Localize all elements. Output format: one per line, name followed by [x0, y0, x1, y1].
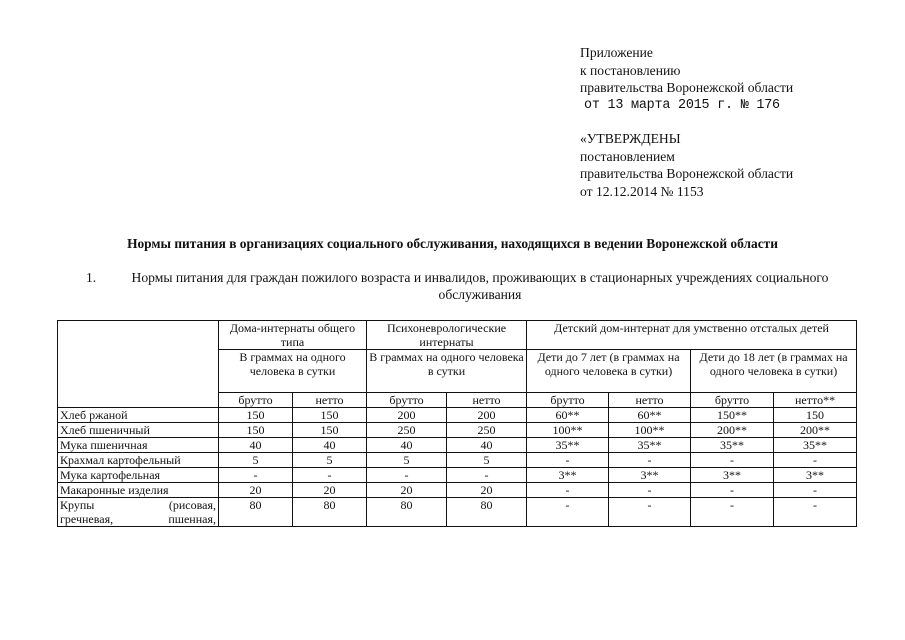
table-cell: 100**	[527, 423, 609, 438]
table-cell: 3**	[691, 468, 774, 483]
column-label: брутто	[367, 393, 447, 408]
column-label: брутто	[219, 393, 293, 408]
product-name: Крахмал картофельный	[58, 453, 219, 468]
table-row	[58, 483, 857, 498]
table-cell: -	[609, 483, 691, 498]
product-name: Мука картофельная	[58, 468, 219, 483]
sub-header: В граммах на одного человека в сутки	[367, 350, 527, 393]
table-cell: 40	[219, 438, 293, 453]
product-name: Мука пшеничная	[58, 438, 219, 453]
nutrition-norms-table	[57, 320, 857, 527]
table-cell: -	[609, 453, 691, 468]
product-name-line: Крупы (рисовая,	[60, 498, 216, 512]
appendix-line: к постановлению	[580, 62, 681, 78]
table-cell: 150	[219, 408, 293, 423]
table-cell: 20	[219, 483, 293, 498]
table-row	[58, 438, 857, 453]
table-row	[58, 453, 857, 468]
table-cell: -	[293, 468, 367, 483]
table-cell: 200	[447, 408, 527, 423]
table-row	[58, 468, 857, 483]
table-cell: 80	[447, 498, 527, 527]
table-cell: 250	[367, 423, 447, 438]
table-cell: 40	[447, 438, 527, 453]
appendix-date-line: от 13 марта 2015 г. № 176	[584, 97, 780, 113]
table-cell: 3**	[609, 468, 691, 483]
approval-date-line: от 12.12.2014 № 1153	[580, 183, 704, 199]
table-cell: -	[367, 468, 447, 483]
table-cell: 20	[293, 483, 367, 498]
product-name-header	[58, 321, 219, 408]
group-header: Детский дом-интернат для умственно отсталых детей	[527, 321, 857, 350]
product-name	[58, 498, 219, 527]
table-cell: 150	[293, 408, 367, 423]
table-cell: 20	[367, 483, 447, 498]
table-row	[58, 498, 857, 527]
appendix-block	[580, 44, 793, 114]
table-cell: 150	[293, 423, 367, 438]
table-cell: 35**	[774, 438, 857, 453]
table-cell: 250	[447, 423, 527, 438]
table-cell: 80	[293, 498, 367, 527]
document-title: Нормы питания в организациях социального обслуживания, находящихся в ведении Воронежской области	[127, 236, 778, 251]
table-cell: 5	[219, 453, 293, 468]
table-cell: 40	[367, 438, 447, 453]
product-name: Хлеб ржаной	[58, 408, 219, 423]
approval-line: «УТВЕРЖДЕНЫ	[580, 131, 681, 146]
table-cell: -	[691, 498, 774, 527]
section-number: 1.	[86, 270, 97, 285]
table-cell: -	[691, 453, 774, 468]
table-cell: -	[609, 498, 691, 527]
table-cell: 5	[293, 453, 367, 468]
group-header: Дома-интернаты общего типа	[219, 321, 367, 350]
table-cell: -	[691, 483, 774, 498]
column-label: нетто**	[774, 393, 857, 408]
table-cell: 20	[447, 483, 527, 498]
sub-header: В граммах на одного человека в сутки	[219, 350, 367, 393]
section-title: Нормы питания для граждан пожилого возраста и инвалидов, проживающих в стационарных учреждениях социального обслуживания	[131, 270, 829, 302]
table-cell: -	[527, 498, 609, 527]
table-cell: 35**	[691, 438, 774, 453]
table-cell: 60**	[527, 408, 609, 423]
appendix-line: Приложение	[580, 45, 653, 60]
table-cell: -	[527, 453, 609, 468]
table-cell: 200**	[774, 423, 857, 438]
table-cell: 40	[293, 438, 367, 453]
table-cell: 200**	[691, 423, 774, 438]
product-name: Хлеб пшеничный	[58, 423, 219, 438]
table-cell: 5	[367, 453, 447, 468]
column-label: брутто	[691, 393, 774, 408]
column-label: нетто	[293, 393, 367, 408]
table-cell: 80	[219, 498, 293, 527]
table-cell: -	[219, 468, 293, 483]
approval-line: правительства Воронежской области	[580, 166, 794, 181]
table-cell: 60**	[609, 408, 691, 423]
column-label: нетто	[609, 393, 691, 408]
table-cell: -	[774, 453, 857, 468]
product-name: Макаронные изделия	[58, 483, 219, 498]
table-cell: 35**	[527, 438, 609, 453]
table-cell: -	[774, 483, 857, 498]
approval-line: постановлением	[580, 148, 675, 164]
table-cell: 5	[447, 453, 527, 468]
column-label: брутто	[527, 393, 609, 408]
table-cell: -	[447, 468, 527, 483]
table-group-header-row	[58, 321, 857, 350]
sub-header: Дети до 7 лет (в граммах на одного человека в сутки)	[527, 350, 691, 393]
table-cell: 200	[367, 408, 447, 423]
approval-block	[580, 130, 793, 200]
table-cell: 150**	[691, 408, 774, 423]
column-label: нетто	[447, 393, 527, 408]
table-cell: -	[527, 483, 609, 498]
table-cell: 3**	[774, 468, 857, 483]
table-cell: 80	[367, 498, 447, 527]
table-cell: 100**	[609, 423, 691, 438]
product-name-line: гречневая, пшенная,	[60, 512, 216, 526]
table-cell: 150	[774, 408, 857, 423]
group-header: Психоневрологические интернаты	[367, 321, 527, 350]
table-cell: 3**	[527, 468, 609, 483]
sub-header: Дети до 18 лет (в граммах на одного человека в сутки)	[691, 350, 857, 393]
table-cell: 150	[219, 423, 293, 438]
table-cell: 35**	[609, 438, 691, 453]
table-cell: -	[774, 498, 857, 527]
table-row	[58, 423, 857, 438]
appendix-line: правительства Воронежской области	[580, 80, 794, 95]
table-row	[58, 408, 857, 423]
